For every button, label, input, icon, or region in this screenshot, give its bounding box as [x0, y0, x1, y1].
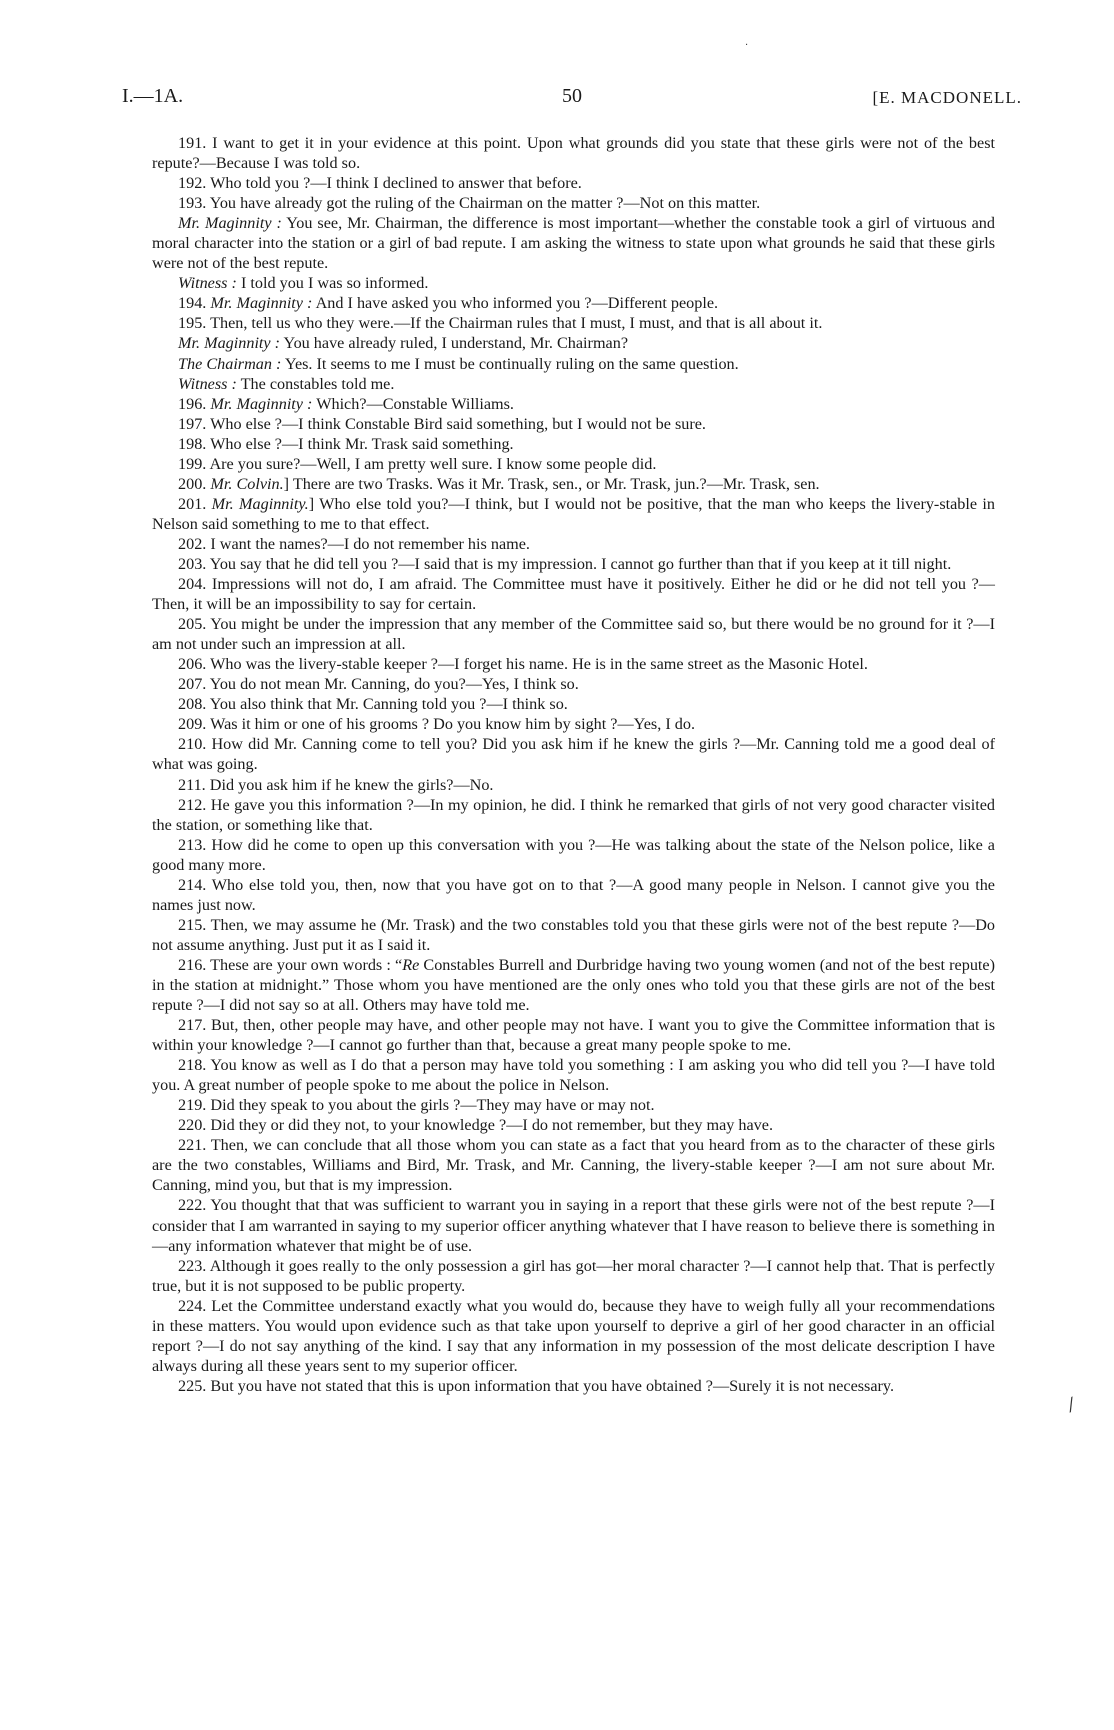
evidence-paragraph	[152, 654, 995, 674]
evidence-paragraph	[152, 554, 995, 574]
evidence-paragraph	[152, 674, 995, 694]
paragraph-text: 208. You also think that Mr. Canning told you ?—I think so.	[178, 695, 568, 714]
paragraph-text: 203. You say that he did tell you ?—I said that is my impression. I cannot go further than that if you keep at it till night.	[178, 554, 952, 573]
evidence-paragraph	[152, 1095, 995, 1115]
paragraph-text: 209. Was it him or one of his grooms ? Do you know him by sight ?—Yes, I do.	[178, 715, 695, 734]
evidence-paragraph	[152, 173, 995, 193]
paragraph-text: 210. How did Mr. Canning come to tell you? Did you ask him if he knew the girls ?—Mr. Canning told me a good deal of what was going.	[152, 735, 995, 774]
evidence-paragraph	[152, 574, 995, 614]
paragraph-text: 191. I want to get it in your evidence at this point. Upon what grounds did you state that these girls were not of the best repute?—Because I was told so.	[152, 134, 995, 173]
speaker-label: Mr. Maginnity :	[178, 334, 281, 353]
paragraph-text: You have already ruled, I understand, Mr. Chairman?	[280, 334, 629, 353]
paragraph-text: Constables Burrell and Durbridge having two young women (and not of the best repute) in the station at midnight.” Those whom you have mentioned are the only ones who told you that these girls are not of the best repute ?—I did not say so at all. Others may have told me.	[152, 955, 996, 1015]
evidence-paragraph	[152, 1015, 995, 1055]
paragraph-text: 221. Then, we can conclude that all those whom you can state as a fact that you heard from as to the character of these girls are the two constables, Williams and Bird, Mr. Trask, and Mr. Canning, the livery-stable keeper ?—I am not sure about Mr. Canning, mind you, but that is my impression.	[152, 1136, 995, 1195]
evidence-paragraph	[152, 374, 995, 394]
evidence-paragraph	[152, 1376, 995, 1396]
paragraph-text: 215. Then, we may assume he (Mr. Trask) and the two constables told you that these girls were not of the best repute ?—Do not assume anything. Just put it as I said it.	[152, 915, 995, 954]
paragraph-text: 197. Who else ?—I think Constable Bird said something, but I would not be sure.	[178, 414, 706, 433]
evidence-paragraph	[152, 474, 995, 494]
paragraph-text: 193. You have already got the ruling of the Chairman on the matter ?—Not on this matter.	[178, 194, 761, 213]
paragraph-text: 216. These are your own words : “	[178, 955, 403, 974]
evidence-paragraph	[152, 434, 995, 454]
evidence-paragraph	[152, 1296, 995, 1376]
paragraph-text: And I have asked you who informed you ?—Different people.	[312, 294, 719, 313]
paragraph-text: The constables told me.	[236, 374, 395, 393]
paragraph-text: 200.	[178, 474, 211, 493]
stray-mark-dot: ·	[745, 40, 749, 51]
paragraph-text: 194.	[178, 294, 211, 313]
evidence-paragraph	[152, 915, 995, 955]
evidence-paragraph	[152, 354, 995, 374]
page-header	[122, 85, 1022, 113]
paragraph-text: ] There are two Trasks. Was it Mr. Trask, sen., or Mr. Trask, jun.?—Mr. Trask, sen.	[283, 474, 820, 493]
evidence-paragraph	[152, 333, 995, 353]
paragraph-text: 204. Impressions will not do, I am afraid. The Committee must have it positively. Either he did or he did not tell you ?—Then, it will be an impossibility to say for certain.	[152, 575, 995, 614]
speaker-label: Mr. Maginnity :	[178, 214, 282, 233]
evidence-paragraph	[152, 795, 995, 835]
paragraph-text: 224. Let the Committee understand exactly what you would do, because they have to weigh fully all your recommendations in these matters. You would upon evidence such as that take upon yourself to deprive a girl of her good character in an official report ?—I do not say anything of the kind. I say that any information in my possession of the most delicate description I have always during all these years sent to my superior officer.	[152, 1296, 995, 1375]
paragraph-text: Yes. It seems to me I must be continually ruling on the same question.	[281, 354, 739, 373]
evidence-paragraph	[152, 273, 995, 293]
speaker-label: Mr. Maginnity.	[211, 494, 309, 513]
paragraph-text: ] Who else told you?—I think, but I would not be positive, that the man who keeps the livery-stable in Nelson said something to me to that effect.	[152, 494, 996, 533]
evidence-paragraph	[152, 775, 995, 795]
paragraph-text: 219. Did they speak to you about the girls ?—They may have or may not.	[178, 1096, 655, 1115]
paragraph-text: 218. You know as well as I do that a person may have told you something : I am asking you who did tell you ?—I have told you. A great number of people spoke to me about the police in Nelson.	[152, 1056, 995, 1095]
paragraph-text: You see, Mr. Chairman, the difference is most important—whether the constable took a girl of virtuous and moral character into the station or a girl of bad repute. I am asking the witness to state upon what grounds he said that these girls were not of the best repute.	[152, 214, 995, 273]
evidence-paragraph	[152, 955, 995, 1015]
paragraph-text: 211. Did you ask him if he knew the girls?—No.	[178, 775, 494, 794]
evidence-paragraph	[152, 293, 995, 313]
paragraph-text: 222. You thought that that was sufficient to warrant you in saying in a report that these girls were not of the best repute ?—I consider that I am warranted in saying to my superior officer anything whatever that I have reason to believe there is something in—any information whatever that might be of use.	[152, 1196, 995, 1255]
speaker-label: The Chairman :	[178, 354, 282, 373]
speaker-label: Witness :	[178, 274, 237, 293]
evidence-paragraph	[152, 213, 995, 273]
evidence-paragraph	[152, 534, 995, 554]
speaker-label: Mr. Colvin.	[210, 474, 284, 493]
witness-name: [E. MACDONELL.	[872, 88, 1022, 107]
paragraph-text: 198. Who else ?—I think Mr. Trask said something.	[178, 434, 514, 453]
paragraph-text: 212. He gave you this information ?—In my opinion, he did. I think he remarked that girls of not very good character visited the station, or something like that.	[152, 795, 995, 834]
paragraph-text: 213. How did he come to open up this conversation with you ?—He was talking about the state of the Nelson police, like a good many more.	[152, 835, 995, 874]
paragraph-text: 199. Are you sure?—Well, I am pretty well sure. I know some people did.	[178, 454, 657, 473]
paragraph-text: 192. Who told you ?—I think I declined to answer that before.	[178, 174, 582, 193]
paragraph-text: 202. I want the names?—I do not remember his name.	[178, 534, 530, 553]
paragraph-text: 217. But, then, other people may have, and other people may not have. I want you to give the Committee information that is within your knowledge ?—I cannot go further than that, because a great many people spoke to me.	[152, 1016, 995, 1055]
paragraph-text: 223. Although it goes really to the only possession a girl has got—her moral character ?—I cannot help that. That is perfectly true, but it is not supposed to be public property.	[152, 1256, 995, 1295]
evidence-paragraph	[152, 394, 995, 414]
evidence-paragraph	[152, 714, 995, 734]
evidence-paragraph	[152, 835, 995, 875]
evidence-paragraph	[152, 454, 995, 474]
speaker-label: Witness :	[178, 374, 237, 393]
evidence-paragraph	[152, 133, 995, 173]
evidence-paragraph	[152, 1135, 995, 1195]
page-number: 50	[562, 85, 582, 107]
paper-reference: I.—1A.	[122, 85, 184, 107]
evidence-paragraph	[152, 494, 995, 534]
paragraph-text: 214. Who else told you, then, now that you have got on to that ?—A good many people in Nelson. I cannot give you the names just now.	[152, 875, 995, 914]
evidence-paragraph	[152, 734, 995, 774]
paragraph-text: 206. Who was the livery-stable keeper ?—I forget his name. He is in the same street as the Masonic Hotel.	[178, 655, 868, 674]
evidence-paragraph	[152, 1055, 995, 1095]
evidence-paragraph	[152, 614, 995, 654]
margin-pencil-mark: ⁄	[1065, 1395, 1078, 1416]
speaker-label: Re	[402, 955, 420, 974]
evidence-paragraph	[152, 875, 995, 915]
paragraph-text: 195. Then, tell us who they were.—If the Chairman rules that I must, I must, and that is all about it.	[178, 314, 823, 333]
paragraph-text: 205. You might be under the impression that any member of the Committee said so, but there would be no ground for it ?—I am not under such an impression at all.	[152, 615, 995, 654]
paragraph-text: 220. Did they or did they not, to your knowledge ?—I do not remember, but they may have.	[178, 1116, 774, 1135]
paragraph-text: 207. You do not mean Mr. Canning, do you?—Yes, I think so.	[178, 675, 579, 694]
evidence-paragraph	[152, 1256, 995, 1296]
evidence-paragraph	[152, 1115, 995, 1135]
speaker-label: Mr. Maginnity :	[210, 294, 313, 313]
paragraph-text: I told you I was so informed.	[236, 274, 429, 293]
evidence-paragraph	[152, 313, 995, 333]
evidence-paragraph	[152, 694, 995, 714]
speaker-label: Mr. Maginnity :	[210, 394, 313, 413]
evidence-paragraph	[152, 193, 995, 213]
paragraph-text: 196.	[178, 394, 211, 413]
paragraph-text: 225. But you have not stated that this is upon information that you have obtained ?—Surely it is not necessary.	[178, 1376, 895, 1395]
paragraph-text: Which?—Constable Williams.	[312, 394, 514, 413]
paragraph-text: 201.	[178, 494, 212, 513]
evidence-text	[152, 133, 995, 1396]
evidence-paragraph	[152, 414, 995, 434]
evidence-paragraph	[152, 1195, 995, 1255]
